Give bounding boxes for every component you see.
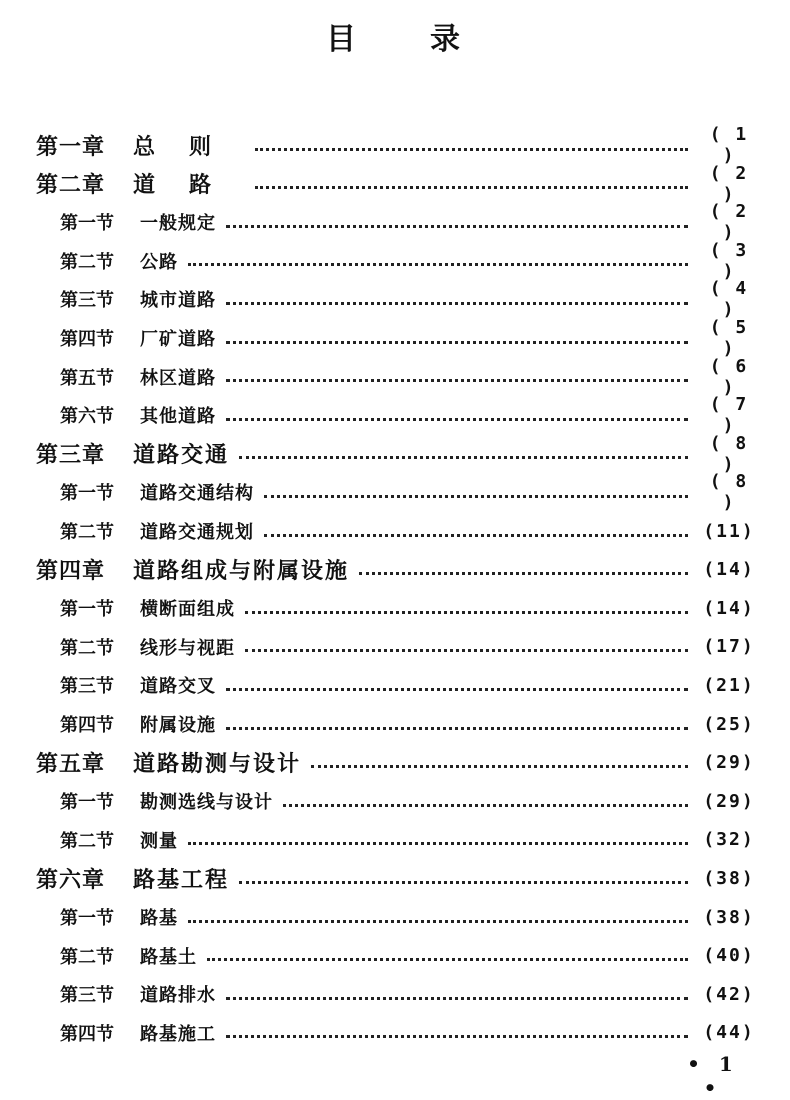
toc-page-number: ( 2 )	[709, 201, 749, 244]
dot-leader	[226, 995, 688, 1000]
section-number: 第五节	[60, 367, 114, 389]
dot-leader	[226, 725, 688, 730]
toc-section-row[interactable]	[0, 898, 790, 936]
toc-page-number: (32)	[703, 829, 755, 851]
toc-entry-label	[0, 747, 301, 778]
section-number: 第二节	[60, 251, 114, 273]
toc-entry-label	[0, 325, 216, 351]
toc-section-row[interactable]	[0, 239, 790, 282]
section-title: 勘测选线与设计	[140, 792, 273, 814]
section-title: 线形与视距	[140, 637, 235, 659]
toc-section-row[interactable]	[0, 201, 790, 244]
dot-leader	[188, 840, 688, 845]
toc-entry-label	[0, 479, 254, 505]
toc-entry-label	[0, 788, 273, 814]
chapter-title: 道路组成与附属设施	[133, 558, 350, 585]
toc-entry-label	[0, 827, 178, 853]
toc-section-row[interactable]	[0, 628, 790, 666]
section-number: 第二节	[60, 830, 114, 852]
toc-page-number: ( 7 )	[709, 394, 749, 437]
chapter-title: 道路勘测与设计	[133, 751, 302, 778]
toc-page-number: (14)	[703, 559, 755, 581]
chapter-number: 第二章	[36, 172, 106, 199]
section-number: 第一节	[60, 599, 114, 621]
toc-chapter-row[interactable]	[0, 744, 790, 782]
toc-page-number: (38)	[703, 867, 755, 889]
toc-entry-label	[0, 248, 178, 274]
toc-page-number: ( 8 )	[709, 432, 749, 475]
toc-section-row[interactable]	[0, 512, 790, 550]
toc-page-number: ( 5 )	[709, 317, 749, 359]
toc-entry-label	[0, 364, 216, 390]
toc-entry-label	[0, 943, 197, 969]
toc-section-row[interactable]	[0, 471, 790, 514]
dot-leader	[226, 416, 688, 421]
toc-page-number: (40)	[703, 945, 755, 967]
toc-page-number: ( 3 )	[709, 239, 749, 282]
toc-entry-label	[0, 168, 245, 199]
chapter-title: 总则	[133, 133, 246, 160]
toc-page-number: (29)	[703, 752, 755, 774]
section-number: 第一节	[60, 908, 114, 929]
section-title: 道路交叉	[140, 676, 216, 698]
page-title-left: 目	[326, 22, 360, 57]
toc-entry-label	[0, 130, 245, 161]
dot-leader	[226, 686, 688, 691]
toc-page-number: (25)	[703, 713, 755, 735]
toc-section-row[interactable]	[0, 821, 790, 859]
toc-entry-label	[0, 863, 229, 894]
dot-leader	[255, 184, 688, 189]
toc-chapter-row[interactable]	[0, 551, 790, 589]
toc-entry-label	[0, 438, 229, 469]
section-title: 厂矿道路	[140, 329, 216, 350]
toc-section-row[interactable]	[0, 666, 790, 704]
dot-leader	[226, 1033, 688, 1038]
toc-page-number: (42)	[703, 983, 755, 1005]
page-number: • 1 •	[687, 1052, 739, 1100]
dot-leader	[188, 261, 688, 266]
page-title	[0, 14, 790, 58]
toc-entry-label	[0, 209, 216, 235]
section-number: 第三节	[60, 985, 114, 1007]
chapter-number: 第三章	[36, 442, 106, 469]
dot-leader	[239, 879, 688, 884]
dot-leader	[188, 918, 688, 923]
toc-page-number: (11)	[703, 520, 755, 542]
section-number: 第四节	[60, 329, 114, 350]
toc-page-number: ( 8 )	[709, 471, 749, 514]
section-number: 第二节	[60, 522, 114, 543]
section-title: 测量	[140, 830, 178, 852]
section-number: 第四节	[60, 715, 114, 736]
toc-section-row[interactable]	[0, 319, 790, 357]
section-title: 其他道路	[140, 406, 216, 428]
toc-page-number: ( 4 )	[709, 278, 749, 321]
section-number: 第二节	[60, 637, 114, 659]
section-number: 第一节	[60, 792, 114, 814]
toc-page-number: (21)	[703, 674, 755, 696]
toc-section-row[interactable]	[0, 705, 790, 743]
chapter-number: 第六章	[36, 866, 106, 893]
toc-section-row[interactable]	[0, 975, 790, 1013]
toc-entry-label	[0, 518, 254, 544]
dot-leader	[264, 493, 688, 498]
section-title: 一般规定	[140, 213, 216, 235]
dot-leader	[226, 300, 688, 305]
dot-leader	[359, 570, 688, 575]
section-number: 第三节	[60, 290, 114, 312]
toc-entry-label	[0, 286, 216, 312]
toc-entry-label	[0, 634, 235, 660]
section-number: 第四节	[60, 1023, 114, 1045]
toc-page-number: (17)	[703, 636, 755, 658]
toc-entry-label	[0, 1020, 216, 1046]
dot-leader	[245, 647, 688, 652]
section-title: 公路	[140, 251, 178, 273]
section-number: 第二节	[60, 946, 114, 968]
dot-leader	[311, 763, 688, 768]
toc-section-row[interactable]	[0, 1014, 790, 1052]
dot-leader	[239, 454, 688, 459]
toc-section-row[interactable]	[0, 278, 790, 321]
chapter-title: 道路交通	[133, 442, 230, 469]
chapter-number: 第五章	[36, 751, 106, 778]
dot-leader	[283, 802, 688, 807]
dot-leader	[255, 146, 688, 151]
page-title-right: 录	[430, 22, 464, 57]
dot-leader	[264, 532, 688, 537]
dot-leader	[226, 223, 688, 228]
dot-leader	[226, 377, 688, 382]
toc-entry-label	[0, 595, 235, 621]
toc-section-row[interactable]	[0, 782, 790, 820]
section-title: 城市道路	[140, 290, 216, 312]
toc-entry-label	[0, 672, 216, 698]
toc-chapter-row[interactable]	[0, 162, 790, 205]
toc-section-row[interactable]	[0, 355, 790, 398]
toc-entry-label	[0, 904, 178, 930]
section-title: 附属设施	[140, 715, 216, 736]
toc-entry-label	[0, 981, 216, 1007]
section-title: 道路交通结构	[140, 483, 254, 505]
dot-leader	[226, 339, 688, 344]
section-title: 路基土	[140, 946, 197, 968]
section-title: 横断面组成	[140, 599, 235, 621]
chapter-title: 道路	[133, 172, 246, 199]
chapter-title: 路基工程	[133, 866, 230, 893]
toc-entry-label	[0, 711, 216, 737]
toc-page-number: ( 6 )	[709, 355, 749, 398]
section-title: 道路排水	[140, 985, 216, 1007]
toc-section-row[interactable]	[0, 394, 790, 437]
toc-entry-label	[0, 402, 216, 428]
chapter-number: 第四章	[36, 558, 106, 585]
dot-leader	[207, 956, 688, 961]
section-title: 路基施工	[140, 1023, 216, 1045]
toc-page-number: (38)	[703, 906, 755, 928]
toc-entry-label	[0, 554, 349, 585]
section-title: 道路交通规划	[140, 522, 254, 543]
section-number: 第一节	[60, 213, 114, 235]
toc-page-number: (14)	[703, 597, 755, 619]
toc-chapter-row[interactable]	[0, 859, 790, 897]
toc-page-number: ( 2 )	[709, 162, 749, 205]
section-number: 第三节	[60, 676, 114, 698]
toc-page-number: (29)	[703, 790, 755, 812]
toc-section-row[interactable]	[0, 589, 790, 627]
toc-section-row[interactable]	[0, 937, 790, 975]
toc-chapter-row[interactable]	[0, 126, 790, 164]
section-number: 第六节	[60, 406, 114, 428]
section-title: 路基	[140, 908, 178, 929]
toc-chapter-row[interactable]	[0, 432, 790, 475]
dot-leader	[245, 609, 688, 614]
section-title: 林区道路	[140, 367, 216, 389]
section-number: 第一节	[60, 483, 114, 505]
toc-page-number: (44)	[703, 1022, 755, 1044]
toc-page-number: ( 1 )	[709, 124, 749, 166]
chapter-number: 第一章	[36, 133, 106, 160]
